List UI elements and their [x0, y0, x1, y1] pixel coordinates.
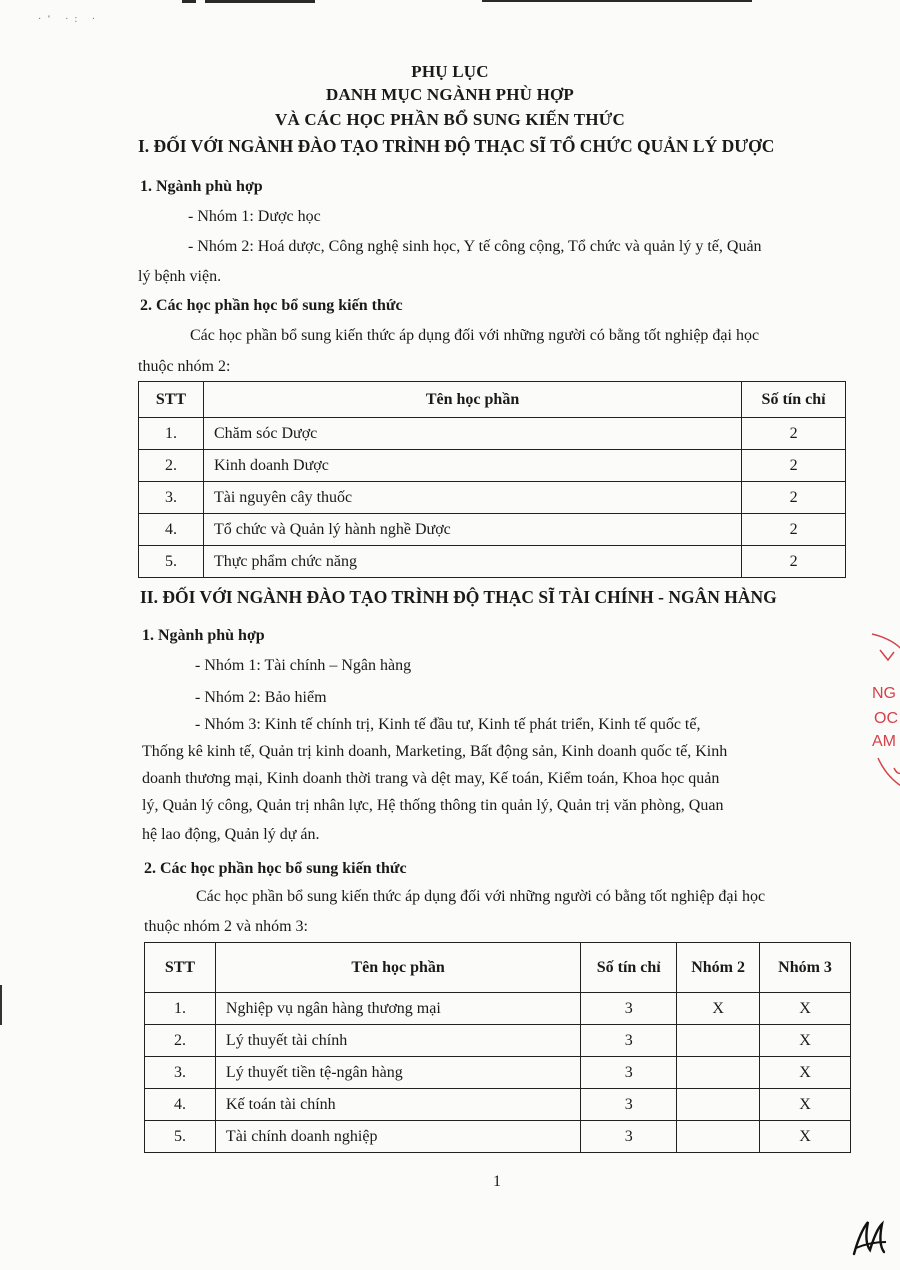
scan-specks: ·‘ ·: ·: [38, 14, 102, 25]
row-course-name: Lý thuyết tài chính: [215, 1025, 580, 1057]
section-1-intro-cont: thuộc nhóm 2:: [138, 358, 231, 375]
row-course-name: Kế toán tài chính: [215, 1089, 580, 1121]
table-row: [139, 482, 846, 514]
row-course-name: Chăm sóc Dược: [203, 418, 741, 450]
row-stt: 5.: [139, 546, 204, 578]
row-stt: 3.: [145, 1057, 216, 1089]
row-credits: 2: [742, 418, 846, 450]
row-course-name: Thực phẩm chức năng: [203, 546, 741, 578]
col-header-credits: Số tín chỉ: [742, 382, 846, 418]
section-2-group-1: - Nhóm 1: Tài chính – Ngân hàng: [195, 657, 412, 674]
list-subtitle: VÀ CÁC HỌC PHẦN BỔ SUNG KIẾN THỨC: [275, 110, 625, 129]
row-stt: 1.: [145, 993, 216, 1025]
row-credits: 3: [581, 1089, 677, 1121]
row-course-name: Tài chính doanh nghiệp: [215, 1121, 580, 1153]
row-group-2-mark: [677, 1089, 760, 1121]
official-stamp-fragment: [858, 630, 900, 800]
section-2-group-2: - Nhóm 2: Bảo hiểm: [195, 689, 327, 706]
section-2-group-3-cont: doanh thương mại, Kinh doanh thời trang và dệt may, Kế toán, Kiểm toán, Khoa học quản: [142, 770, 720, 787]
section-2-subheading-2: 2. Các học phần học bổ sung kiến thức: [144, 860, 407, 877]
row-group-3-mark: X: [760, 1121, 851, 1153]
row-credits: 3: [581, 1121, 677, 1153]
section-2-subheading-1: 1. Ngành phù hợp: [142, 627, 265, 644]
scan-edge-mark: [205, 0, 315, 3]
section-1-subheading-1: 1. Ngành phù hợp: [140, 178, 263, 195]
row-group-2-mark: [677, 1057, 760, 1089]
table-row: [145, 1025, 851, 1057]
col-header-stt: STT: [145, 943, 216, 993]
section-2-group-3: - Nhóm 3: Kinh tế chính trị, Kinh tế đầu tư, Kinh tế phát triển, Kinh tế quốc tế,: [195, 716, 701, 733]
row-credits: 3: [581, 1057, 677, 1089]
row-credits: 2: [742, 546, 846, 578]
section-2-heading: II. ĐỐI VỚI NGÀNH ĐÀO TẠO TRÌNH ĐỘ THẠC SĨ TÀI CHÍNH - NGÂN HÀNG: [140, 587, 777, 607]
table-row: [145, 1089, 851, 1121]
section-1-intro: Các học phần bổ sung kiến thức áp dụng đối với những người có bằng tốt nghiệp đại học: [190, 327, 760, 344]
row-credits: 3: [581, 1025, 677, 1057]
table-row: [139, 418, 846, 450]
table-row: [139, 514, 846, 546]
col-header-group-2: Nhóm 2: [677, 943, 760, 993]
row-group-3-mark: X: [760, 993, 851, 1025]
section-2-course-table: [144, 942, 851, 1153]
row-group-3-mark: X: [760, 1025, 851, 1057]
table-row: [139, 546, 846, 578]
row-group-2-mark: [677, 1025, 760, 1057]
row-stt: 1.: [139, 418, 204, 450]
table-row: [139, 450, 846, 482]
row-stt: 2.: [145, 1025, 216, 1057]
row-stt: 4.: [139, 514, 204, 546]
col-header-group-3: Nhóm 3: [760, 943, 851, 993]
section-2-group-3-cont: hệ lao động, Quản lý dự án.: [142, 826, 320, 843]
table-row: [145, 993, 851, 1025]
stamp-text-line-2: OC: [874, 710, 898, 727]
appendix-title: PHỤ LỤC: [411, 62, 489, 81]
section-1-group-2: - Nhóm 2: Hoá dược, Công nghệ sinh học, Y tế công cộng, Tổ chức và quản lý y tế, Quản: [188, 238, 762, 255]
stamp-text-line-3: AM: [872, 733, 896, 750]
page-number: 1: [493, 1173, 501, 1190]
col-header-course-name: Tên học phần: [215, 943, 580, 993]
row-stt: 5.: [145, 1121, 216, 1153]
col-header-stt: STT: [139, 382, 204, 418]
list-title: DANH MỤC NGÀNH PHÙ HỢP: [325, 85, 575, 104]
section-2-intro: Các học phần bổ sung kiến thức áp dụng đối với những người có bằng tốt nghiệp đại học: [196, 888, 766, 905]
row-group-2-mark: [677, 1121, 760, 1153]
scan-edge-mark: [0, 985, 2, 1025]
col-header-course-name: Tên học phần: [203, 382, 741, 418]
row-credits: 2: [742, 482, 846, 514]
section-1-group-1: - Nhóm 1: Dược học: [188, 208, 321, 225]
table-row: [145, 1121, 851, 1153]
col-header-credits: Số tín chỉ: [581, 943, 677, 993]
row-credits: 2: [742, 450, 846, 482]
table-header-row: [139, 382, 846, 418]
row-credits: 2: [742, 514, 846, 546]
row-course-name: Tổ chức và Quản lý hành nghề Dược: [203, 514, 741, 546]
section-1-group-2-cont: lý bệnh viện.: [138, 268, 222, 285]
stamp-text-line-1: NG: [872, 685, 896, 702]
section-2-group-3-cont: lý, Quản lý công, Quản trị nhân lực, Hệ thống thông tin quản lý, Quản trị văn phòng, Quan: [142, 797, 724, 814]
section-2-intro-cont: thuộc nhóm 2 và nhóm 3:: [144, 918, 308, 935]
table-header-row: [145, 943, 851, 993]
row-group-3-mark: X: [760, 1089, 851, 1121]
row-stt: 4.: [145, 1089, 216, 1121]
row-course-name: Lý thuyết tiền tệ-ngân hàng: [215, 1057, 580, 1089]
row-group-3-mark: X: [760, 1057, 851, 1089]
initials-signature: [850, 1212, 890, 1262]
row-group-2-mark: X: [677, 993, 760, 1025]
row-credits: 3: [581, 993, 677, 1025]
row-course-name: Nghiệp vụ ngân hàng thương mại: [215, 993, 580, 1025]
scan-edge-mark: [182, 0, 196, 3]
row-course-name: Tài nguyên cây thuốc: [203, 482, 741, 514]
row-stt: 2.: [139, 450, 204, 482]
section-1-subheading-2: 2. Các học phần học bổ sung kiến thức: [140, 297, 403, 314]
section-1-heading: I. ĐỐI VỚI NGÀNH ĐÀO TẠO TRÌNH ĐỘ THẠC SĨ TỔ CHỨC QUẢN LÝ DƯỢC: [138, 136, 775, 156]
table-row: [145, 1057, 851, 1089]
row-stt: 3.: [139, 482, 204, 514]
section-1-course-table: [138, 381, 846, 578]
scan-edge-mark: [482, 0, 752, 2]
row-course-name: Kinh doanh Dược: [203, 450, 741, 482]
section-2-group-3-cont: Thống kê kinh tế, Quản trị kinh doanh, Marketing, Bất động sản, Kinh doanh quốc tế, Kinh: [142, 743, 728, 760]
